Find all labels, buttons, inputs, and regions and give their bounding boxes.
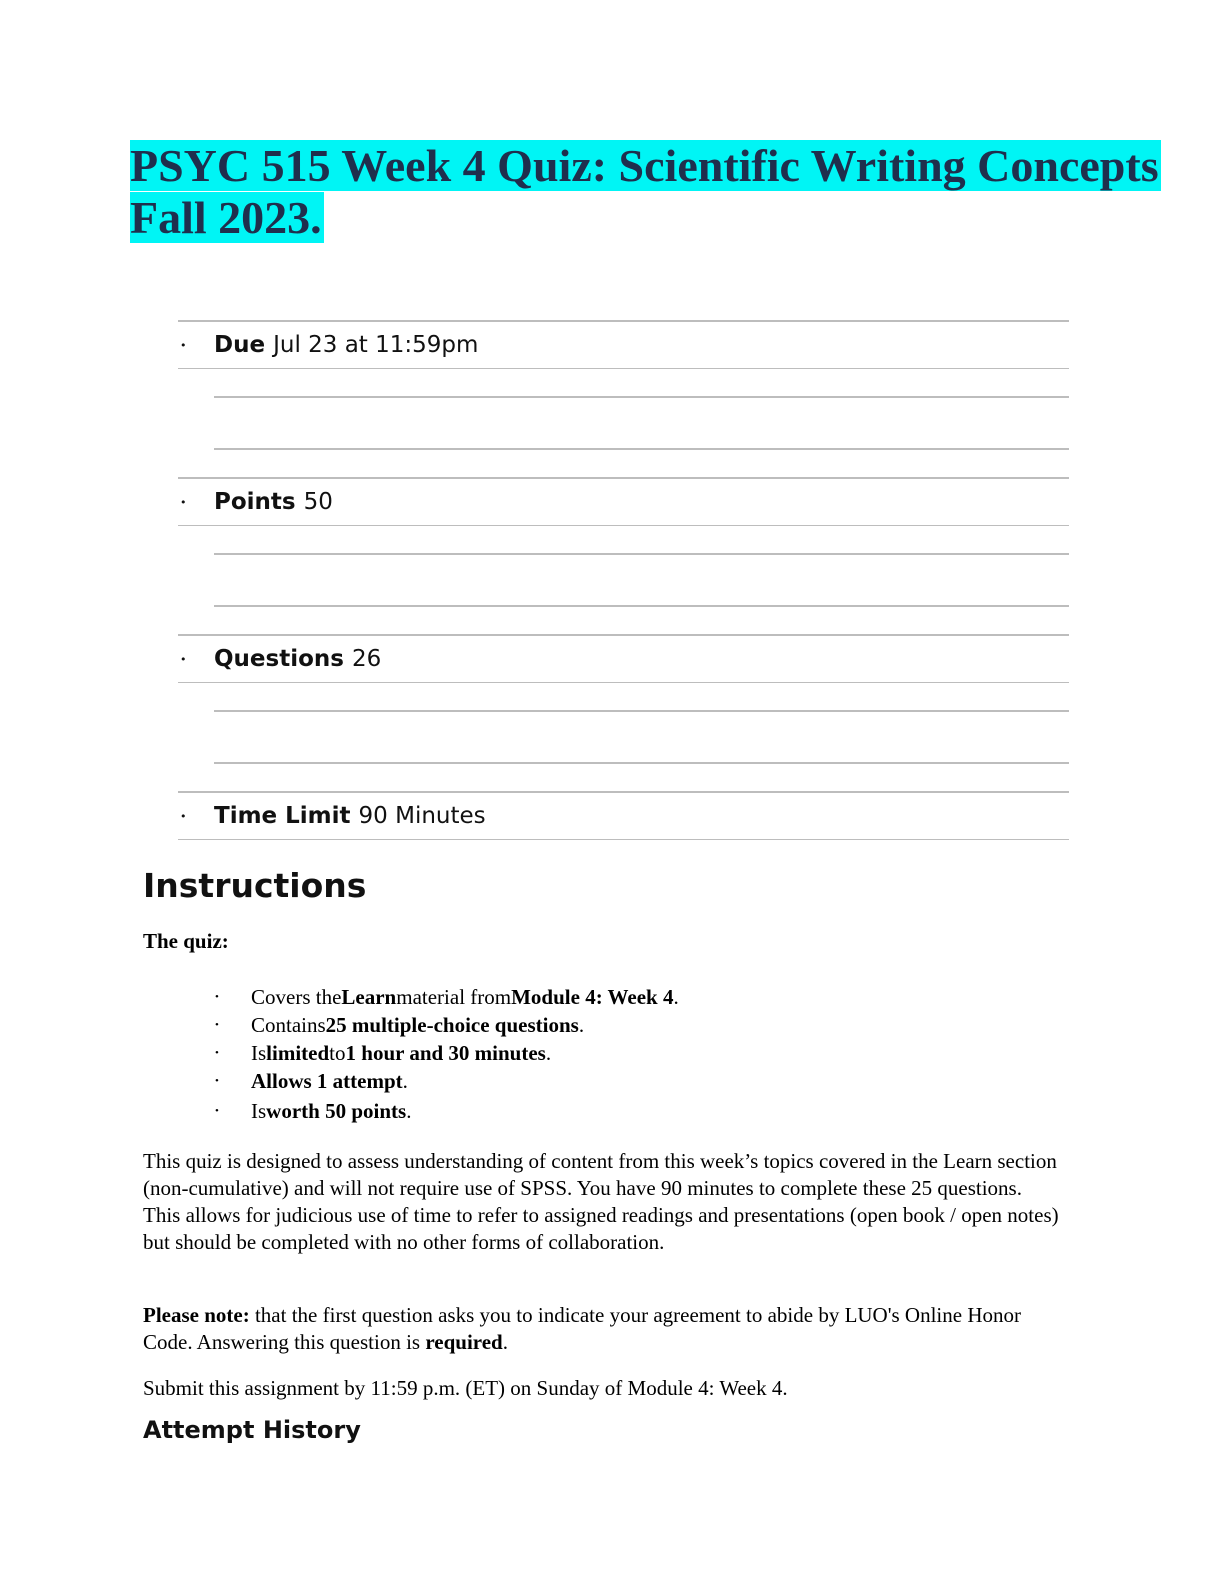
list-item: • Is worth 50 points . [215,1099,412,1123]
honor-code-note: Please note: that the first question asks you to indicate your agreement to abide by LUO's Online Honor Code. Answering this question is required. [143,1303,1021,1354]
page-title [130,140,1161,244]
bullet-icon: • [180,652,187,666]
time-limit-item [178,791,1069,839]
title-line-1: PSYC 515 Week 4 Quiz: Scientific Writing Concepts [130,140,1159,191]
due-label: Due [214,332,266,358]
points-item [178,477,1069,634]
time-limit-value: 90 Minutes [358,803,486,829]
points-label: Points [214,489,296,515]
bullet-icon: • [215,1105,219,1117]
divider [214,448,1069,450]
bullet-icon: • [215,1019,219,1031]
quiz-description: This quiz is designed to assess understanding of content from this week’s topics covered in the Learn section (non-cumulative) and will not require use of SPSS. You have 90 minutes to complete these 25 questions. This allows for judicious use of time to refer to assigned readings and presentations (open book / open notes) but should be completed with no other forms of collaboration. [143,1149,1059,1254]
list-item: • Covers the Learn material from Module 4: Week 4 . [215,985,679,1009]
divider [214,762,1069,764]
quiz-rules-list [215,983,679,1125]
quiz-details [178,320,1069,839]
bullet-icon: • [215,1075,219,1087]
divider [214,710,1069,712]
divider [214,396,1069,398]
bullet-icon: • [180,809,187,823]
due-value: Jul 23 at 11:59pm [273,332,479,358]
bullet-icon: • [180,495,187,509]
time-limit-label: Time Limit [214,803,351,829]
instructions-heading: Instructions [143,866,367,905]
list-item: • Is limited to 1 hour and 30 minutes . [215,1041,552,1065]
points-value: 50 [303,489,333,515]
list-item: • Allows 1 attempt . [215,1069,408,1093]
submission-deadline: Submit this assignment by 11:59 p.m. (ET) on Sunday of Module 4: Week 4. [143,1376,788,1400]
quiz-label: The quiz: [143,929,229,953]
title-line-2: Fall 2023. [130,192,322,243]
divider [214,605,1069,607]
questions-label: Questions [214,646,344,672]
attempt-history-heading: Attempt History [143,1416,361,1444]
bullet-icon: • [180,338,187,352]
questions-item [178,634,1069,791]
bullet-icon: • [215,991,219,1003]
due-date-item [178,320,1069,477]
list-item: • Contains 25 multiple-choice questions . [215,1013,585,1037]
bullet-icon: • [215,1047,219,1059]
questions-value: 26 [351,646,382,672]
divider [214,553,1069,555]
